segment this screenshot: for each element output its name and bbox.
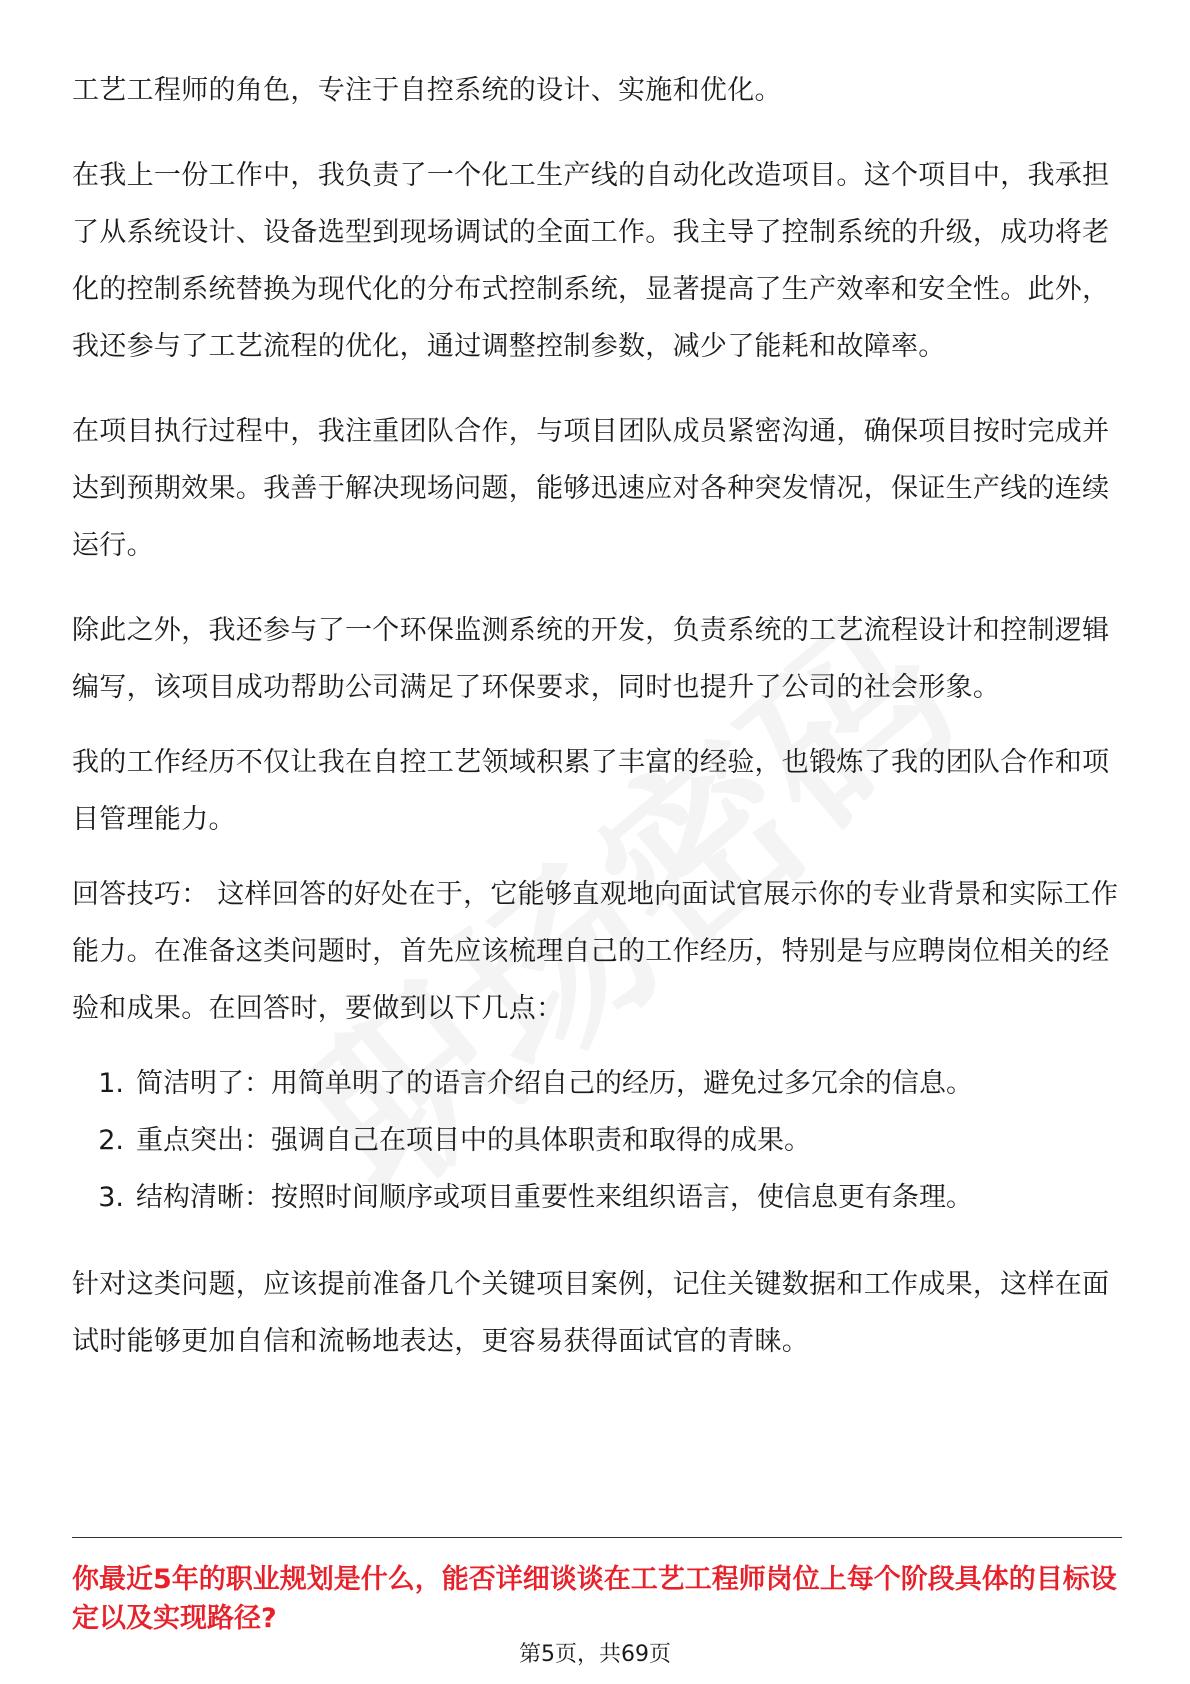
paragraph-previous-job: 在我上一份工作中，我负责了一个化工生产线的自动化改造项目。这个项目中，我承担了从系统设计、设备选型到现场调试的全面工作。我主导了控制系统的升级，成功将老化的控制系统替换为现代化的分布式控制系统，显著提高了生产效率和安全性。此外，我还参与了工艺流程的优化，通过调整控制参数，减少了能耗和故障率。	[72, 160, 1110, 362]
paragraph-answer-tips: 回答技巧： 这样回答的好处在于，它能够直观地向面试官展示你的专业背景和实际工作能力。在准备这类问题时，首先应该梳理自己的工作经历，特别是与应聘岗位相关的经验和成果。在回答时，要做到以下几点：	[72, 879, 1119, 1024]
paragraph-environment-project: 除此之外，我还参与了一个环保监测系统的开发，负责系统的工艺流程设计和控制逻辑编写，该项目成功帮助公司满足了环保要求，同时也提升了公司的社会形象。	[72, 615, 1110, 703]
list-text: 简洁明了：用简单明了的语言介绍自己的经历，避免过多冗余的信息。	[136, 1068, 973, 1099]
list-text: 重点突出：强调自己在项目中的具体职责和取得的成果。	[136, 1125, 811, 1156]
paragraph-teamwork: 在项目执行过程中，我注重团队合作，与项目团队成员紧密沟通，确保项目按时完成并达到预期效果。我善于解决现场问题，能够迅速应对各种突发情况，保证生产线的连续运行。	[72, 416, 1110, 561]
list-item	[72, 1055, 1122, 1112]
page-number: 第5页，共69页	[519, 1642, 671, 1667]
list-number: 3.	[98, 1182, 124, 1213]
paragraph-summary: 我的工作经历不仅让我在自控工艺领域积累了丰富的经验，也锻炼了我的团队合作和项目管理能力。	[72, 747, 1110, 835]
tips-list	[72, 1055, 1122, 1226]
paragraph-role: 工艺工程师的角色，专注于自控系统的设计、实施和优化。	[72, 75, 782, 106]
list-item	[72, 1112, 1122, 1169]
list-number: 2.	[98, 1125, 124, 1156]
section-divider	[72, 1537, 1122, 1538]
list-text: 结构清晰：按照时间顺序或项目重要性来组织语言，使信息更有条理。	[136, 1182, 973, 1213]
document-body	[72, 62, 1122, 1398]
next-question-heading: 你最近5年的职业规划是什么，能否详细谈谈在工艺工程师岗位上每个阶段具体的目标设定以及实现路径?	[72, 1564, 1117, 1634]
paragraph-preparation: 针对这类问题，应该提前准备几个关键项目案例，记住关键数据和工作成果，这样在面试时能够更加自信和流畅地表达，更容易获得面试官的青睐。	[72, 1269, 1110, 1357]
list-item	[72, 1169, 1122, 1226]
list-number: 1.	[98, 1068, 124, 1099]
